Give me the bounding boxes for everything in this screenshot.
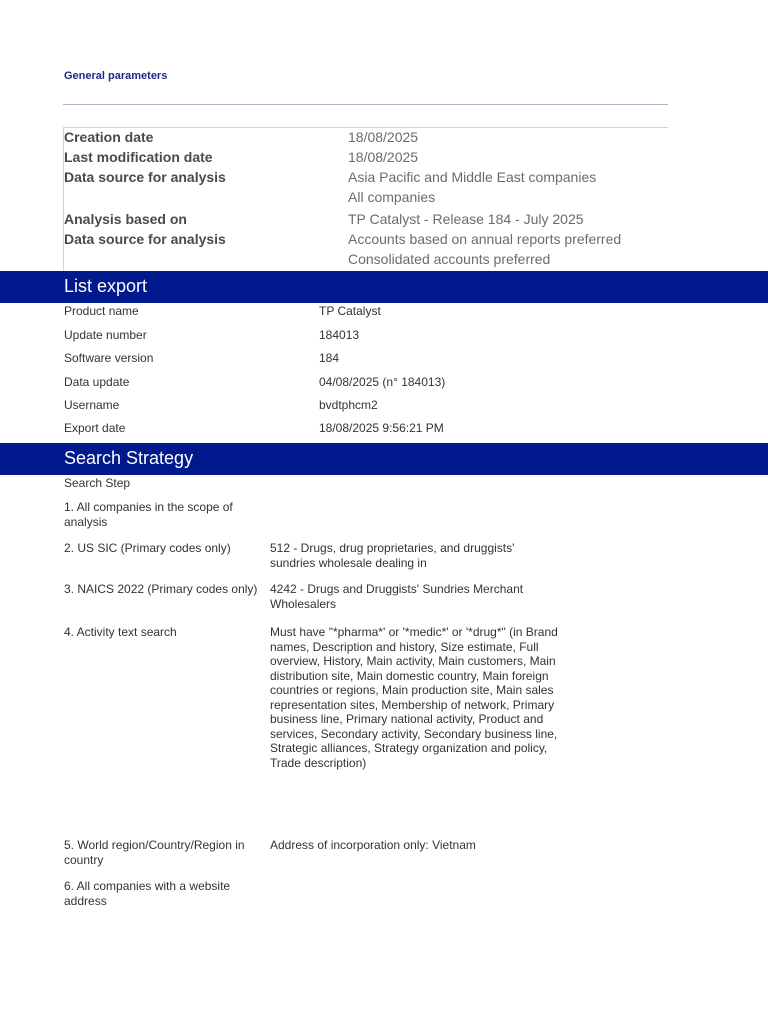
- search-step-4-label: 4. Activity text search: [64, 625, 177, 639]
- search-step-2-label: 2. US SIC (Primary codes only): [64, 541, 231, 555]
- creation-date-value: 18/08/2025: [348, 129, 419, 145]
- creation-date-label: Creation date: [64, 129, 154, 145]
- accounts-source-value: Accounts based on annual reports preferred: [348, 231, 622, 247]
- consolidated-accounts-value: Consolidated accounts preferred: [348, 251, 551, 267]
- accounts-source-label: Data source for analysis: [64, 231, 226, 247]
- last-modification-date-value: 18/08/2025: [348, 149, 419, 165]
- software-version-value: 184: [319, 351, 340, 365]
- data-source-label: Data source for analysis: [64, 169, 226, 185]
- product-name-label: Product name: [64, 304, 139, 318]
- data-update-label: Data update: [64, 375, 130, 389]
- export-date-label: Export date: [64, 421, 126, 435]
- search-step-4-value: Must have "*pharma*' or '*medic*' or '*drug*" (in Brand names, Description and history, Size estimate, Full overview, History, Main activity, Main customers, Main distribution site, Main domestic country, Main foreign countries or regions, Main production site, Main sales representation sites, Membership of network, Primary business line, Primary national activity, Product and services, Secondary activity, Secondary business line, Strategic alliances, Strategy organization and policy, Trade description): [270, 625, 558, 770]
- search-step-3-value: 4242 - Drugs and Druggists' Sundries Merchant Wholesalers: [270, 582, 524, 611]
- analysis-based-on-value: TP Catalyst - Release 184 - July 2025: [348, 211, 584, 227]
- data-source-value: Asia Pacific and Middle East companies: [348, 169, 597, 185]
- search-step-1-label: 1. All companies in the scope of analysis: [64, 500, 233, 529]
- search-strategy-title: Search Strategy: [64, 448, 194, 468]
- data-source-scope-value: All companies: [348, 189, 436, 205]
- search-step-6-label: 6. All companies with a website address: [64, 879, 231, 908]
- last-modification-date-label: Last modification date: [64, 149, 213, 165]
- search-step-5-value: Address of incorporation only: Vietnam: [270, 838, 476, 852]
- list-export-header: [0, 271, 768, 303]
- username-value: bvdtphcm2: [319, 398, 378, 412]
- product-name-value: TP Catalyst: [319, 304, 381, 318]
- analysis-based-on-label: Analysis based on: [64, 211, 187, 227]
- list-export-title: List export: [64, 276, 148, 296]
- search-step-2-value: 512 - Drugs, drug proprietaries, and druggists' sundries wholesale dealing in: [270, 541, 515, 570]
- software-version-label: Software version: [64, 351, 154, 365]
- update-number-label: Update number: [64, 328, 147, 342]
- search-step-header: Search Step: [64, 476, 131, 490]
- update-number-value: 184013: [319, 328, 360, 342]
- search-step-3-label: 3. NAICS 2022 (Primary codes only): [64, 582, 258, 596]
- data-update-value: 04/08/2025 (n° 184013): [319, 375, 446, 389]
- search-strategy-header: [0, 443, 768, 475]
- general-parameters-title: General parameters: [64, 70, 168, 82]
- section-divider: [63, 104, 668, 105]
- username-label: Username: [64, 398, 120, 412]
- export-date-value: 18/08/2025 9:56:21 PM: [319, 421, 444, 435]
- search-step-5-label: 5. World region/Country/Region in country: [64, 838, 245, 867]
